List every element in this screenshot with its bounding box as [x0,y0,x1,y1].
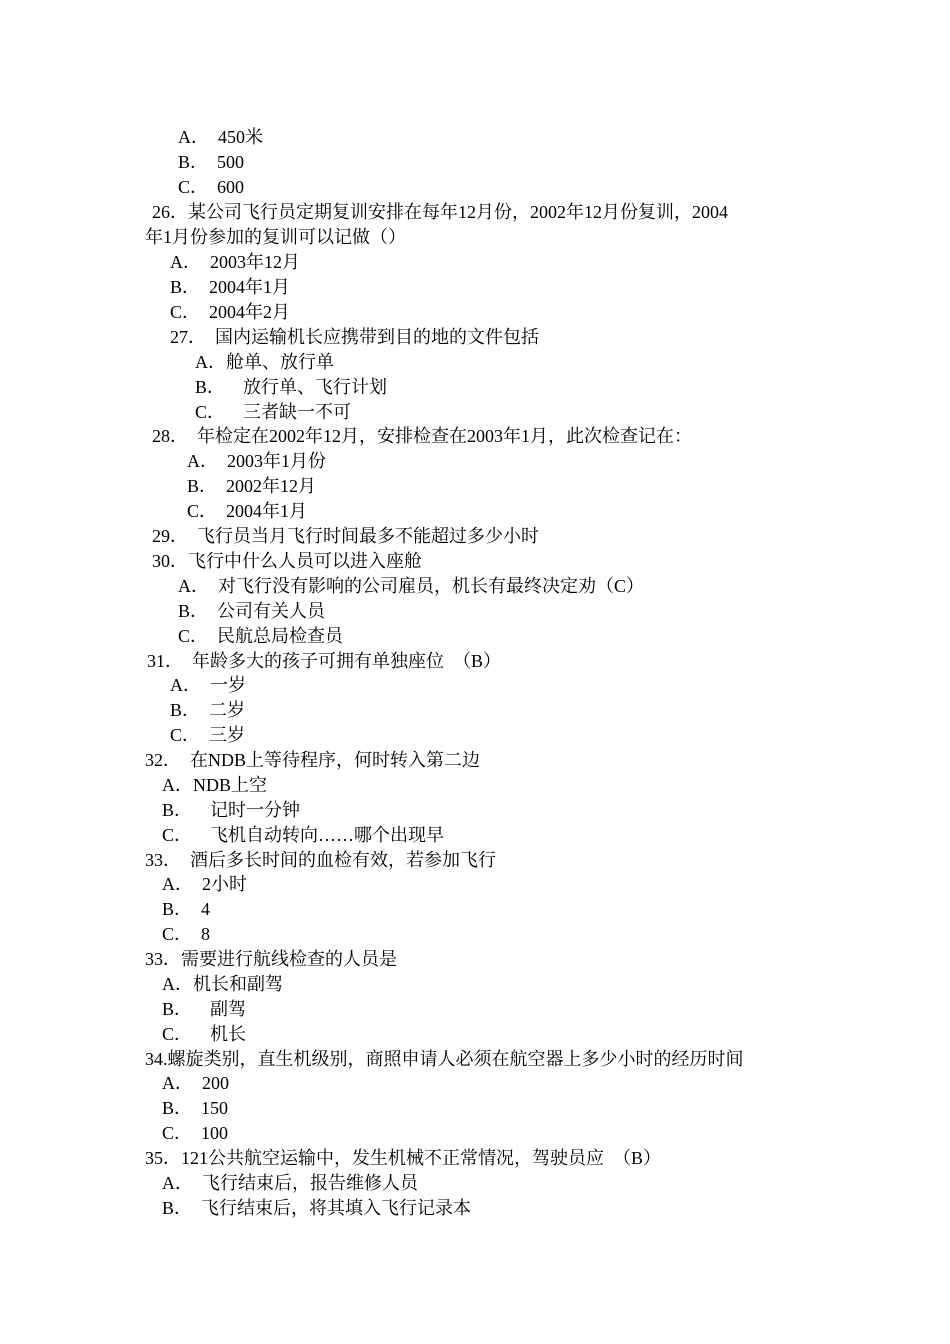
option-line: A．NDB上空 [162,775,268,795]
question-line: 33． 酒后多长时间的血检有效，若参加飞行 [145,850,496,870]
question-line: 33．需要进行航线检查的人员是 [145,949,397,969]
option-line: B． 飞行结束后，将其填入飞行记录本 [162,1198,472,1218]
option-line: B． 500 [178,152,245,172]
option-line: B． 2002年12月 [187,476,317,496]
option-line: B． 二岁 [170,700,246,720]
option-line: A． 2003年1月份 [187,451,326,471]
option-line: B． 150 [162,1098,229,1118]
question-line: 30．飞行中什么人员可以进入座舱 [152,551,422,571]
question-line: 35．121公共航空运输中，发生机械不正常情况，驾驶员应 （B） [145,1148,662,1168]
option-line: A． 2003年12月 [170,252,300,272]
option-line: B． 4 [162,899,211,919]
option-line: C． 100 [162,1123,229,1143]
option-line: B． 2004年1月 [170,277,291,297]
option-line: A． 飞行结束后，报告维修人员 [162,1173,418,1193]
question-line: 26．某公司飞行员定期复训安排在每年12月份，2002年12月份复训，2004 [152,202,728,222]
option-line: C． 2004年2月 [170,302,291,322]
option-line: C． 600 [178,177,245,197]
option-line: A． 2小时 [162,874,247,894]
option-line: C． 三者缺一不可 [195,402,352,422]
option-line: A． 450米 [178,127,263,147]
question-line: 29． 飞行员当月飞行时间最多不能超过多少小时 [152,526,539,546]
option-line: B． 副驾 [162,999,247,1019]
option-line: B． 放行单、飞行计划 [195,377,388,397]
option-line: C． 飞机自动转向……哪个出现早 [162,825,445,845]
option-line: C． 机长 [162,1024,247,1044]
option-line: A． 200 [162,1073,229,1093]
option-line: B． 记时一分钟 [162,800,301,820]
option-line: A．机长和副驾 [162,974,283,994]
question-line: 27． 国内运输机长应携带到目的地的文件包括 [170,327,539,347]
question-line: 28． 年检定在2002年12月，安排检查在2003年1月，此次检查记在： [152,426,692,446]
option-line: A．舱单、放行单 [195,352,334,372]
question-line: 31． 年龄多大的孩子可拥有单独座位 （B） [147,651,502,671]
option-line: C． 民航总局检查员 [178,626,344,646]
option-line: C． 2004年1月 [187,501,308,521]
question-line: 年1月份参加的复训可以记做（） [145,227,406,247]
question-line: 32． 在NDB上等待程序，何时转入第二边 [145,750,481,770]
option-line: B． 公司有关人员 [178,601,326,621]
question-line: 34.螺旋类别，直生机级别，商照申请人必须在航空器上多少小时的经历时间 [145,1049,744,1069]
option-line: C． 三岁 [170,725,246,745]
option-line: A． 对飞行没有影响的公司雇员，机长有最终决定劝（C） [178,576,645,596]
option-line: A． 一岁 [170,675,246,695]
option-line: C． 8 [162,924,211,944]
